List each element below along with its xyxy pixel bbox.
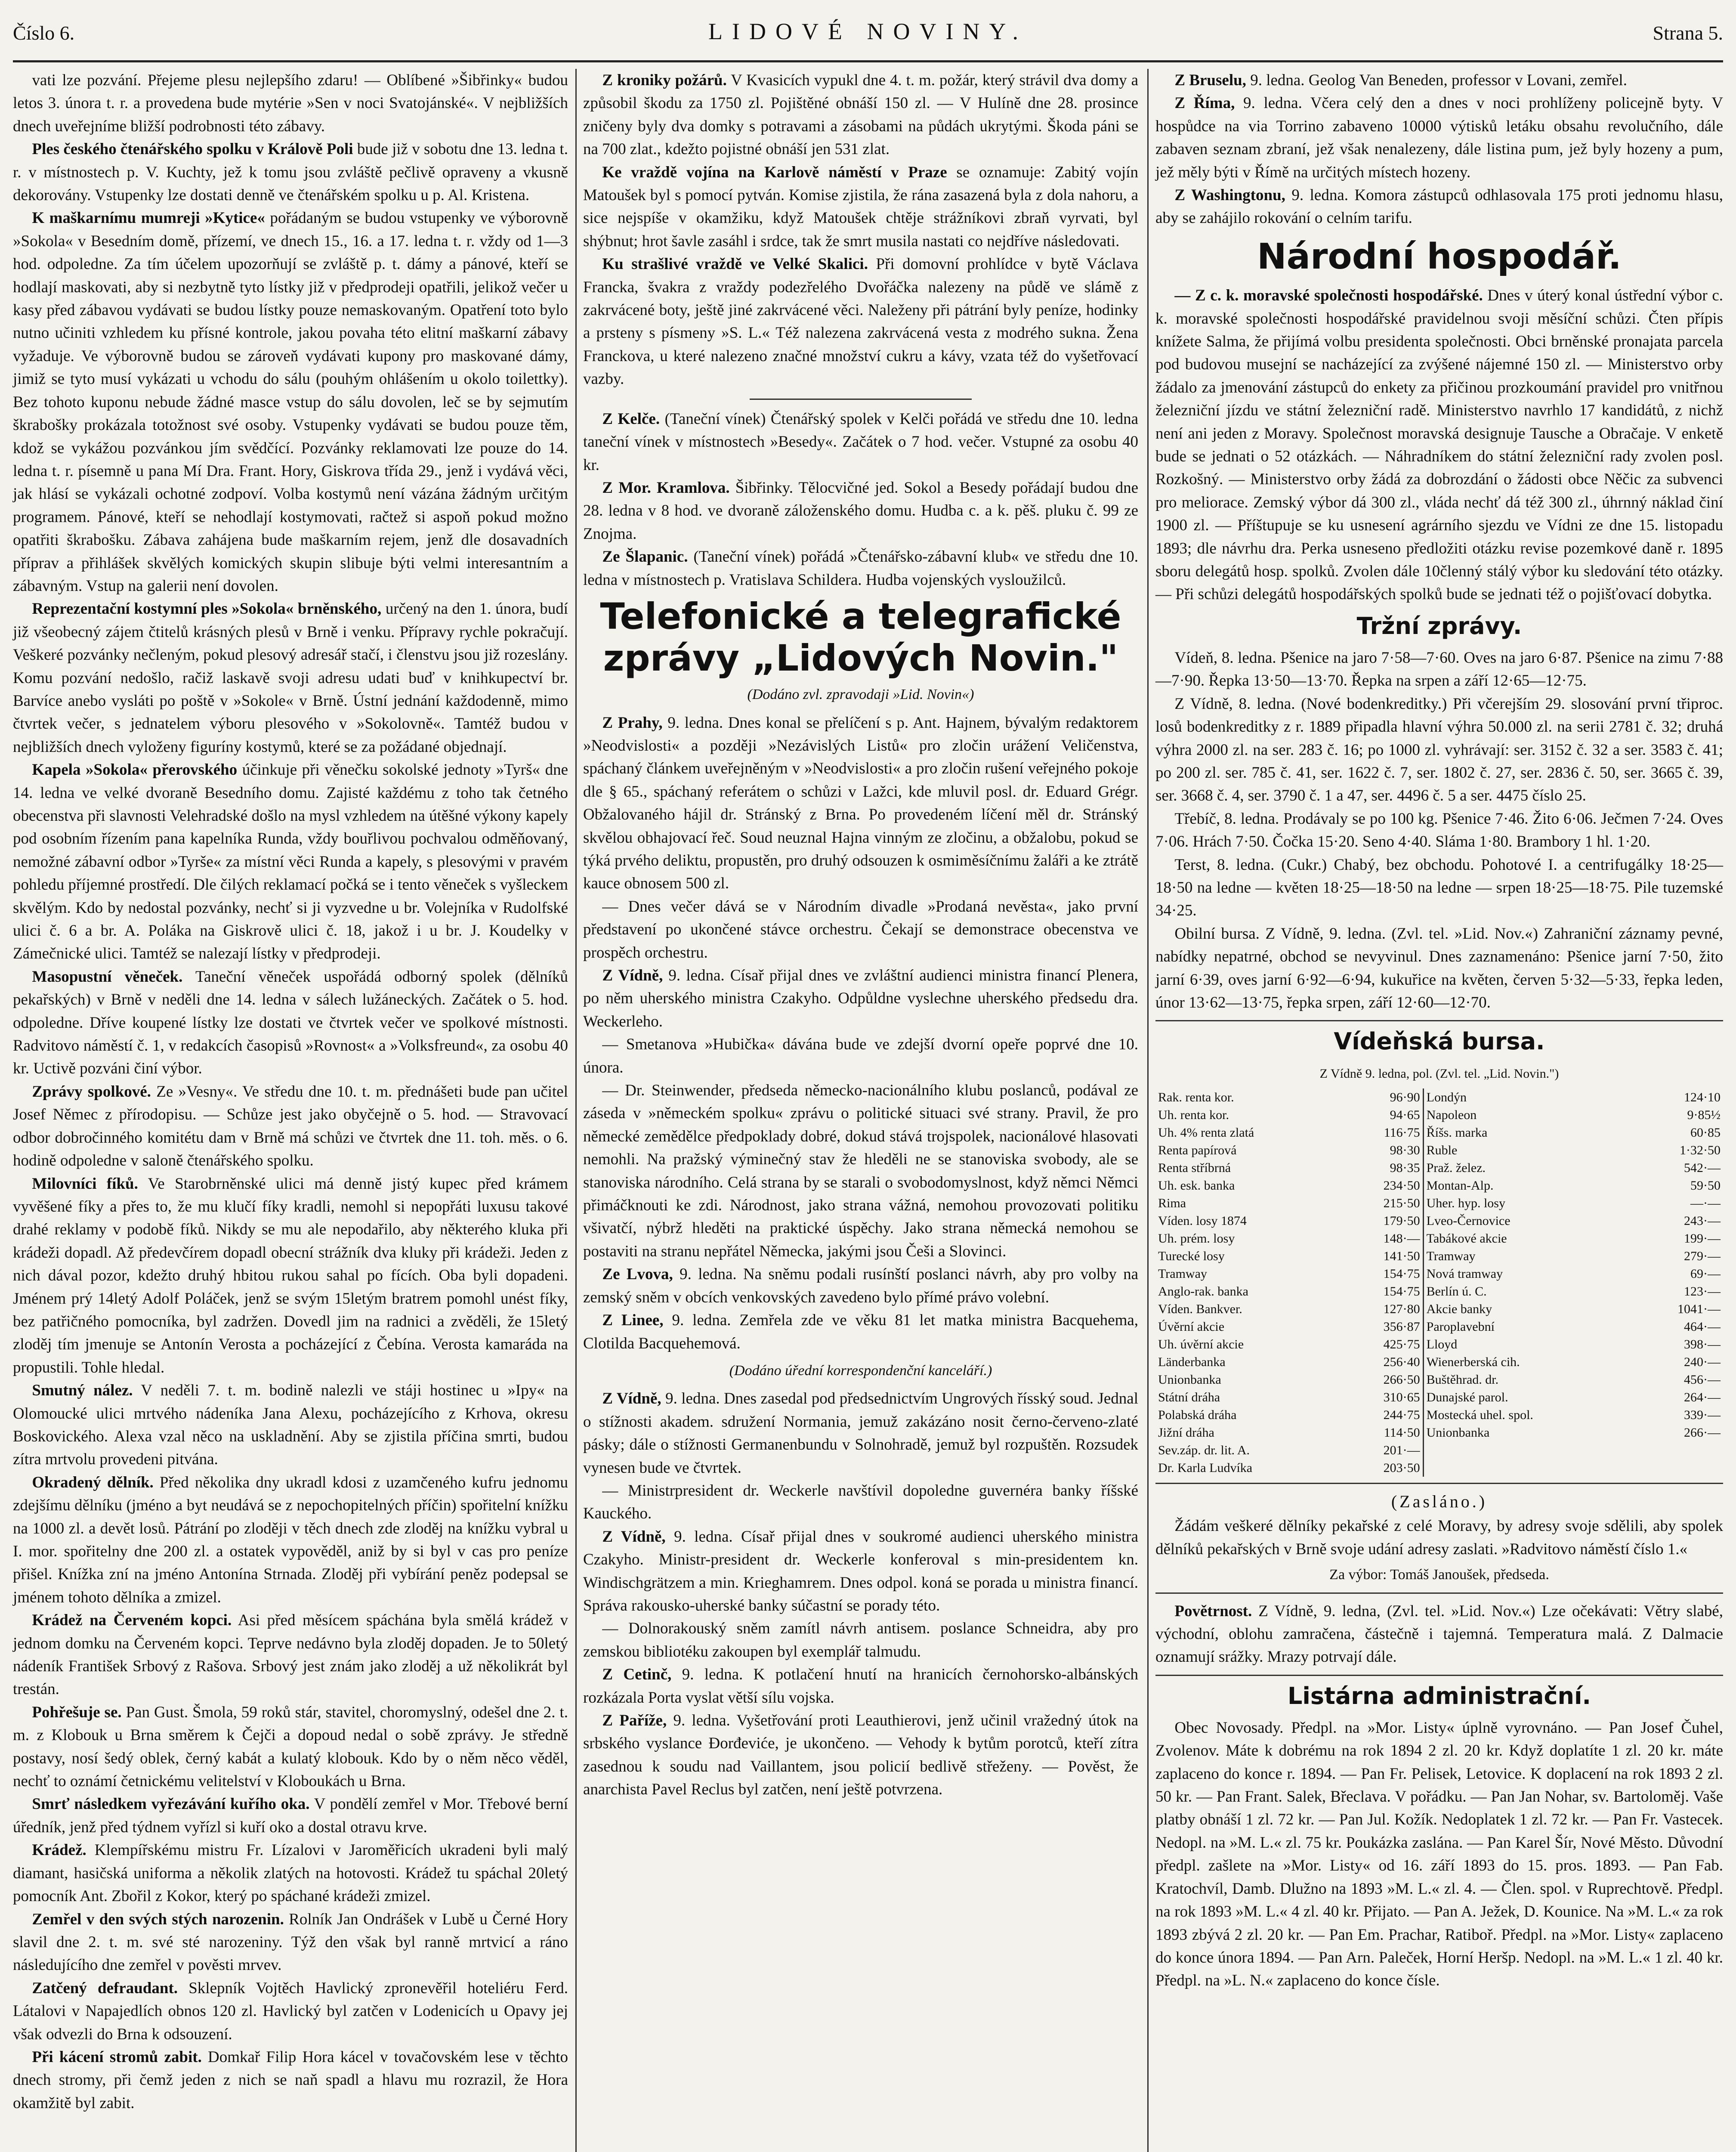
article [583,69,1138,161]
bursa-security: Mostecká uhel. spol. [1423,1406,1633,1424]
bursa-row [1155,1177,1723,1194]
issue-number: Číslo 6. [13,22,75,44]
bursa-security: Dunajské parol. [1423,1388,1633,1406]
divider [1155,1675,1723,1676]
article [583,476,1138,545]
news-item [1155,92,1723,184]
news-dateline: Z Paříže, [602,1712,667,1729]
weather-report [1155,1600,1723,1669]
market-report: Obilní bursa. Z Vídně, 9. ledna. (Zvl. tel. »Lid. Nov.«) Zahraniční záznamy pevné, nabídky nepatrné, obchod se nevyvinul. Dnes zaznamenáno: Pšenice jarní 7·50, žito jarní 6·39, oves jarní 6·92—6·94, kukuřice na květen, červen 5·32—5·33, řepka leden, únor 13·62—13·75, řepka srpen, září 12·60—12·70. [1155,924,1723,1012]
news-item: — Ministrpresident dr. Weckerle navštívil dopoledne guvernéra banky říšské Kauckého. [583,1481,1138,1523]
bursa-value: —·— [1690,1196,1721,1210]
news-text: 9. ledna. Včera celý den a dnes v noci prohlíženy policejně byty. V hospůdce na via Torrino zabaveno 10000 výtisků letáku obsahu revolučního, dále zabaven seznam zbraní, jež však nenalezeny, dále listina pum, jež byly hozeny a pum, jež měly býti v Římě na určitých místech hozeny. [1155,94,1723,181]
bursa-value: 398·— [1684,1337,1721,1351]
masthead: LIDOVÉ NOVINY. [708,19,1028,44]
article [13,758,568,965]
zaslano-text: Žádám veškeré dělníky pekařské z celé Moravy, by adresy svoje sdělili, aby spolek dělníků pekařských v Brně svoje udání adresy zaslati. »Radvitovo náměstí číslo 1.« [1155,1517,1723,1558]
bursa-security: Dr. Karla Ludvíka [1158,1460,1253,1475]
bursa-value: 425·75 [1383,1337,1420,1351]
bursa-security: Sev.záp. dr. lit. A. [1158,1443,1250,1457]
news-dateline: Z Vídně, [602,967,663,984]
section-title-bursa: Vídeňská bursa. [1334,1028,1545,1055]
news-dateline: Z Linee, [602,1311,664,1330]
bursa-row [1155,1265,1723,1283]
bursa-value [1633,1441,1723,1459]
article-text: V Kvasicích vypukl dne 4. t. m. požár, který strávil dva domy a způsobil škodu za 1750 zl. Pojištěné obnáší 150 zl. — V Hulíně dne 28. prosince zničeny byly dva domky s potravami a zásobami na půdách ukrytými. Škoda páni se na 700 zlat., kdežto pojistné obnáší jen 531 zlat. [583,71,1138,158]
bursa-security [1423,1441,1633,1459]
article-text: Při domovní prohlídce v bytě Václava Francka, švakra z vraždy podezřelého Dvořáčka nalezeny na půdě ve slámě z zakrvácené boty, ještě jiné zakrvácené věci. Naleženy při pátrání byly peníze, hodinky a prsteny s písmeny »S. L.« Též nalezena zakrvácená vesta z modrého sukna. Žena Franckova, u které nalezeno značné množství cukru a kávy, vzata též do vyšetřovací vazby. [583,255,1139,388]
bursa-value: 356·87 [1383,1319,1420,1334]
column-1 [13,69,568,2152]
article [13,1379,568,1471]
bursa-row [1155,1230,1723,1247]
article-headline: Reprezentační kostymní ples »Sokola« brněnského, [32,600,382,618]
bursa-row [1155,1124,1723,1141]
bursa-security: Rak. renta kor. [1158,1090,1234,1104]
article [583,545,1138,591]
bursa-security: Ruble [1423,1141,1633,1159]
bursa-value: 199·— [1684,1231,1721,1246]
divider [750,399,972,400]
article-headline: Ze Šlapanic. [602,548,688,566]
bursa-value: 266·50 [1383,1372,1420,1387]
bursa-row [1155,1424,1723,1441]
bursa-security: Nová tramway [1423,1265,1633,1283]
bursa-row [1155,1088,1723,1106]
article-text: pořádaným se budou vstupenky ve výborovně »Sokola« v Besedním domě, přízemí, ve dnech 15., 16. a 17. ledna t. r. vždy od 1—3 hod. odpoledne. Za tím účelem upozorňují se zvláště p. t. dámy a pánové, kteří se hodlají maskovati, aby si nezbytně tyto lístky již v předprodeji opatřili, jelikož večer u kasy před zábavou vydávati se budou lístky pouze nemaskovaným. Opatření toto bylo nutno učiniti vzhledem ku přísné kontrole, jakou povaha této elitní maškarní zábavy vyžaduje. Ve výborovně budou se zároveň vydávati kupony pro maskované dámy, jimiž se tyto musí vykázati u vchodu do sálu (pouhým ohlášením u okolo toilettky). Bez tohoto kuponu nebude žádné masce vstup do sálu dovolen, leč se by sejmutím škrabošky prokázala totožnost své osoby. Vstupenky vydávati se budou pouze těm, kdož se vykážou pozvánkou jím svědčící. Pozvánky reklamovati lze pouze do 14. ledna t. r. písemně u pana Mí Dra. Frant. Hory, Giskrova třída 29., jenž i vydává věci, jak hlásí se vykázali ochotné zodpoví. Volba kostymů není vázána žádným určitým programem. Pánové, kteří se nehodlají kostymovati, račtež si aspoň pokud možno opatřiti škrabošku. Zábava zahájena bude maškarním rejem, jenž dle dosavadních příprav a přihlášek skvělých komických skupin slibuje býti velmi interesantním a zábavným. Vstup na galerii není dovolen. [13,209,568,595]
article-headline: Z Kelče. [602,410,660,428]
news-text: 9. ledna. Na sněmu podali rusínští poslanci návrh, aby pro volby na zemský sněm v obcích venkovských zavedeno bylo přímé právo volební. [583,1265,1139,1306]
bursa-dateline: Z Vídně 9. ledna, pol. (Zvl. tel. „Lid. Novin.") [1319,1066,1559,1081]
news-item [583,1309,1138,1355]
bursa-row [1155,1106,1723,1124]
bursa-value: 542·— [1684,1160,1721,1175]
bursa-security: Renta stříbrná [1158,1160,1231,1175]
news-dateline: Z Cetinč, [602,1666,672,1684]
bursa-row [1155,1194,1723,1212]
article-headline: Milovníci fíků. [32,1175,138,1193]
bursa-value: 59·50 [1690,1178,1721,1193]
bursa-row [1155,1283,1723,1300]
article-headline: — Z c. k. moravské společnosti hospodářské. [1174,287,1483,305]
bursa-row [1155,1141,1723,1159]
article [13,2046,568,2115]
article-headline: Z kroniky požárů. [602,71,727,89]
article-headline: Smrť následkem vyřezávání kuřího oka. [32,1795,310,1813]
news-dateline: Z Washingtonu, [1174,186,1285,204]
news-item: — Smetanova »Hubička« dávána bude ve zdejší dvorní opeře poprvé dne 10. února. [583,1036,1138,1076]
news-dateline: Z Bruselu, [1174,71,1246,89]
bursa-security: Uh. prém. losy [1158,1231,1235,1246]
bursa-value: 94·65 [1390,1107,1420,1122]
bursa-security: Lloyd [1423,1336,1633,1353]
article [13,1793,568,1839]
news-dateline: Z Prahy, [602,714,663,732]
article-text: Před několika dny ukradl kdosi z uzamčeného kufru jednomu zdejšímu dělníku (jméno a byt neudává se z nepochopitelných příčin) spořitelní knížku na 1000 zl. a devět losů. Pátrání po zloději v těch dnech zde zloděj na knížku vybral u I. mor. spořitelny dne 200 zl. a ostatek vypověděl, aniž by si byl v cas pro peníze přišel. Knížka zní na jméno Antonína Strnada. Zloděj při vybírání peněz podepsal se jménem tohoto dělníka a zmizel. [13,1473,568,1606]
article [13,1908,568,1977]
zaslano-signature: Za výbor: Tomáš Janoušek, předseda. [1329,1567,1549,1583]
news-item [583,1709,1138,1801]
article [13,1080,568,1172]
article-text: Rolník Jan Ondrášek v Lubě u Černé Hory slavil dne 2. t. m. své sté narozeniny. Týž den však byl ranně mrtvicí a ráno následujícího dne zemřel v pověsti mrvev. [13,1910,568,1974]
bursa-security: Uh. esk. banka [1158,1178,1235,1193]
article [583,161,1138,253]
article-text: určený na den 1. února, budí již všeobecný zájem čtitelů krásných plesů v Brně i venku. Přípravy rychle pokračují. Veškeré pozvánky nečleným, pokud plesový adresář stačí, i členstvu jsou již rozeslány. Komu pozvání nedošlo, račiž laskavě svoji adresu udati buď v knihkupectví br. Barvíce anebo vysláti po poště v »Sokole« v Brně. Ústní jednání každodenně, mimo čtvrtek večer, s jednatelem výboru plesového v »Sokolovně«. Tamtéž budou v nejbližších dnech vyloženy figuríny kostymů, které se za požádané objednají. [13,600,568,756]
bursa-row [1155,1300,1723,1318]
bursa-value: 339·— [1684,1407,1721,1422]
bursa-row [1155,1318,1723,1336]
article [13,1839,568,1908]
article-headline: Zatčený defraudant. [32,1979,178,1997]
bursa-value: 243·— [1684,1213,1721,1228]
article [13,1471,568,1609]
bursa-value: 98·30 [1390,1143,1420,1157]
news-text: 9. ledna. Císař přijal dnes v soukromé audienci uherského ministra Czakyho. Ministr-president dr. Weckerle konferoval s min-presidentem kn. Windischgrätzem a min. Krieghamrem. Dnes odpol. koná se porada u ministra financí. Správa rakousko-uherské banky súčastní se porady této. [583,1527,1139,1614]
article [13,1609,568,1701]
bursa-security: Víden. Bankver. [1158,1302,1242,1316]
bursa-security: Tramway [1158,1266,1207,1281]
weather-headline: Povětrnost. [1174,1602,1252,1620]
bursa-security: Uh. renta kor. [1158,1107,1229,1122]
article [583,253,1138,390]
bursa-value: 124·10 [1684,1090,1721,1104]
article-text: Ze »Vesny«. Ve středu dne 10. t. m. přednášeti bude pan učitel Josef Němec z přírodopisu. — Schůze jest jako obyčejně o 5. hod. — Stravovací odbor dobročinného komitétu dam v Brně má schůzi ve čtvrtek dne 11. toh. měs. o 6. hodině odpoledne v saloně čtenářského spolku. [13,1082,568,1170]
bursa-value: 201·— [1383,1443,1420,1457]
bursa-value: 310·65 [1383,1390,1420,1404]
article-text: Sklepník Vojtěch Havlický zpronevěřil hoteliéru Ferd. Látalovi v Napajedlích obnos 120 zl. Havlický byl zatčen v Lodenicích u Opavy jej však odvezli do Brna k odsouzení. [13,1979,568,2043]
divider [1155,1483,1723,1484]
article-headline: Zemřel v den svých stých narozenin. [32,1910,284,1928]
weather-text: Z Vídně, 9. ledna, (Zvl. tel. »Lid. Nov.«) Lze očekávati: Větry slabé, východní, oblohu zamračena, částečně i tajemná. Temperatura malá. Z Dalmacie oznamují srážky. Mrazy potrvají dále. [1155,1602,1724,1666]
bursa-security: Länderbanka [1158,1354,1226,1369]
page-header [13,9,1723,56]
bursa-security: Unionbanka [1158,1372,1221,1387]
bursa-security: Akcie banky [1423,1300,1633,1318]
market-report: Třebíč, 8. ledna. Prodávaly se po 100 kg. Pšenice 7·46. Žito 6·06. Ječmen 7·24. Oves 7·06. Hrách 7·50. Čočka 15·20. Seno 4·40. Sláma 1·80. Brambory 1 hl. 1·20. [1155,810,1723,851]
bursa-security: Turecké losy [1158,1249,1225,1263]
bursa-row [1155,1406,1723,1424]
divider [1155,1592,1723,1594]
news-dateline: Z Vídně, [602,1390,661,1408]
bursa-security: Wienerberská cih. [1423,1353,1633,1371]
bursa-row [1155,1353,1723,1371]
bursa-row [1155,1159,1723,1177]
column-2 [583,69,1138,2152]
news-text: 9. ledna. Geolog Van Beneden, professor v Lovani, zemřel. [1250,71,1627,89]
article-text: účinkuje při věnečku sokolské jednoty »Tyrš« dne 14. ledna ve velké dvoraně Besedního domu. Zajisté každému z toho tak četného obecenstva při slavnosti Velehradské došlo na mysl vzhledem na útěšné výkony kapely pod osobním řízením pana kapelníka Runda, vždy bouřlivou pochvalou odměňovaný, nemožné zábavní odbor »Tyrše« za místní věci Runda a kapely, s plesovými v pravém pohledu příjemné prostředí. Dle čilých reklamací počká se i tento věneček s vyšleckem skvělým. Kdo by nedostal pozvánky, nechť si ji vyzvedne u br. Volejníka v Rudolfské ulici č. 6 a br. A. Poláka na Giskrově ulici č. 18, jakož i u br. J. Koudelky v Zámečnické ulici. Tamtéž se nalezají lístky v předprodeji. [13,761,568,963]
article-headline: Ku strašlivé vraždě ve Velké Skalici. [602,255,868,273]
bursa-security: Lveo-Černovice [1423,1212,1633,1230]
article-headline: Při kácení stromů zabit. [32,2048,202,2066]
zaslano-title: (Zasláno.) [1391,1491,1488,1511]
bursa-row [1155,1441,1723,1459]
bursa-value [1633,1459,1723,1477]
bursa-security: Úvěrní akcie [1158,1319,1225,1334]
article-headline: Masopustní věneček. [32,968,183,986]
article [13,597,568,758]
header-rule [13,60,1723,62]
article-text: Šibřinky. Tělocvičné jed. Sokol a Besedy pořádají budou dne 28. ledna v 8 hod. ve dvoraně záloženského domu. Hudba c. a k. pěš. pluku č. 99 ze Znojma. [583,479,1138,543]
bursa-security: Montan-Alp. [1423,1177,1633,1194]
article-headline: Ples českého čtenářského spolku v Králově Poli [32,140,353,158]
article-headline: Krádež na Červeném kopci. [32,1611,232,1629]
article-text: Taneční věneček uspořádá odborný spolek (dělníků pekařských) v Brně v neděli dne 14. ledna v sálech lužáneckých. Začátek o 5. hod. odpoledne. Dříve koupené lístky lze dostati ve čtvrtek večer ve spolkové místnosti. Radvitovo náměstí č. 1, v redakcích časopisů »Rovnost« a »Volksfreund«, za osobu 40 kr. Uctivě pozváni činí výbor. [13,968,568,1078]
column-divider-1 [575,69,577,2152]
bursa-row [1155,1371,1723,1388]
bursa-security: Tramway [1423,1247,1633,1265]
bursa-security: Renta papírová [1158,1143,1237,1157]
article-headline: Krádež. [32,1841,86,1859]
bursa-security: Rima [1158,1196,1186,1210]
bursa-table [1155,1088,1723,1477]
market-report: Terst, 8. ledna. (Cukr.) Chabý, bez obchodu. Pohotové I. a centrifugálky 18·25—18·50 na ledne — květen 18·25—18·50 na ledne — srpen 18·25—18·75. Pile tuzemské 34·25. [1155,856,1723,920]
bursa-security: Státní dráha [1158,1390,1220,1404]
bursa-value: 1041·— [1677,1302,1721,1316]
article-text: Asi před měsícem spáchána byla smělá krádež v jednom domku na Červeném kopci. Teprve nedávno byla zloděj dopaden. Je to 50letý nádeník František Srbový z Rašova. Srbový jest znám jako zloděj a už několikrát byl trestán. [13,1611,568,1698]
bursa-value: 256·40 [1383,1354,1420,1369]
bursa-value: 1·32·50 [1680,1143,1721,1157]
bursa-value: 69·— [1690,1266,1721,1281]
bursa-security: Uh. úvěrní akcie [1158,1337,1244,1351]
news-dateline: Ze Lvova, [602,1265,673,1283]
bursa-value: 456·— [1684,1372,1721,1387]
news-item [583,1387,1138,1479]
article-text: V neděli 7. t. m. bodině nalezli ve stáji hostinec u »Ipy« na Olomoucké ulici mrtvého nádeníka Jana Alexu, pocházejícího z Krhova, okresu Boskovického. Alexa vzal něco na uskladnění. Aby se zjistila příčina smrti, budou zítra mrtvolu provedeni pitvána. [13,1382,568,1469]
bursa-security: Říšs. marka [1423,1124,1633,1141]
article-text: Klempířskému mistru Fr. Lízalovi v Jaroměřicích ukradeni byli malý diamant, hasičská uniforma a několik zlatých na hotovosti. Krádež tu spáchal 20letý pomocník Ant. Zbořil z Kokor, který po spáchané krádeži zmizel. [13,1841,568,1905]
article-text: V pondělí zemřel v Mor. Třebové berní úředník, jenž před týdnem vyřízl si kuří oko a dostal otravu krve. [13,1795,568,1836]
article-text: Ve Starobrněnské ulici má denně jistý kupec před krámem vyvěšené fíky a přes to, že mu klučí fíky kradli, nemohl si nepopřáti luxusu takové drahé reklamy v podobě fíků. Nikdy se mu ale nepodařilo, aby některého kluka při krádeži dopadl. Až předevčírem dopadl obecní strážník dva kluky při krádeži. Jeden z nich dával pozor, kdežto druhý hbitou rukou sahal po fících. Oba byli dopadeni. Jménem prý 14letý Adolf Poláček, jenž se svým 15letým bratrem pomohl unést fíky, bez patřičného pomocníka, byl zadržen. Dovedl jim na radnici a zvěděli, že 15letý zloděj tím jmenuje se Antonín Verosta a pocházející z Čebína. Verosta kamaráda na propustili. Tohle hledal. [13,1175,568,1376]
news-text: 9. ledna. Komora zástupců odhlasovala 175 proti jednomu hlasu, aby se zahájilo rokování o celním tarifu. [1155,186,1723,227]
bursa-value: 279·— [1684,1249,1721,1263]
article-text: (Taneční vínek) Čtenářský spolek v Kelči pořádá ve středu dne 10. ledna taneční vínek v místnostech »Besedy«. Začátek o 7 hod. večer. Vstupné za osobu 40 kr. [583,410,1138,474]
news-item [583,711,1138,895]
section-title-market: Tržní zprávy. [1356,612,1522,640]
news-text: 9. ledna. Dnes zasedal pod předsednictvím Ungrových řísský soud. Jednal o stížnosti akadem. sdružení Normania, jemuž zakázáno nosit černo-červeno-zlaté pásky; dále o stížnosti Germanenbundu v Solnohradě, jemuž byl rozpuštěn. Rozsudek vynesen bude ve čtvrtek. [583,1390,1138,1477]
article-headline: Z Mor. Kramlova. [602,479,730,497]
article [583,408,1138,476]
page-number: Strana 5. [1653,22,1723,44]
bursa-security: Tabákové akcie [1423,1230,1633,1247]
article-headline: Kapela »Sokola« přerovského [32,761,238,779]
market-report: Z Vídně, 8. ledna. (Nové bodenkreditky.) Při včerejším 29. slosování první třiproc. losů bodenkreditky z r. 1889 připadla hlavní výhra 50.000 zl. na serii 2781 č. 32; druhá výhra 2000 zl. na ser. 283 č. 16; po 1000 zl. vyhrávají: ser. 3152 č. 32 a ser. 3583 č. 41; po 200 zl. ser. 785 č. 41, ser. 1622 č. 7, ser. 1802 č. 27, ser. 2836 č. 50, ser. 3665 č. 39, ser. 3668 č. 4, ser. 3790 č. 1 a 47, ser. 4496 č. 5 a ser. 4475 číslo 25. [1155,695,1723,805]
article-text: (Taneční vínek) pořádá »Čtenářsko-zábavní klub« ve středu dne 10. ledna v místnostech p. Vratislava Schildera. Hudba vojenských vysloužilců. [583,548,1138,589]
news-dateline: Z Vídně, [602,1527,666,1546]
bursa-value: 127·80 [1383,1302,1420,1316]
article-headline: Smutný nález. [32,1382,133,1400]
news-item [1155,69,1723,92]
news-text: 9. ledna. K potlačení hnutí na hranicích černohorsko-albánských rozkázala Porta vyslat větší sílu vojska. [583,1666,1138,1707]
bursa-security [1423,1459,1633,1477]
section-title-economy: Národní hospodář. [1257,236,1622,277]
article-text: Domkař Filip Hora kácel v tovačovském lese v těchto dnech stromy, při čemž jeden z nich se naň spadl a hlavu mu rozrazil, že Hora okamžitě byl zabit. [13,2048,568,2112]
bursa-value: 98·35 [1390,1160,1420,1175]
article [13,1172,568,1379]
news-item [583,964,1138,1033]
news-text: 9. ledna. Císař přijal dnes ve zvláštní audienci ministra financí Plenera, po něm uherského ministra Czakyho. Odpůldne vyslechne uherského předsedu dra. Weckerleho. [583,967,1138,1030]
bursa-security: Polabská dráha [1158,1407,1237,1422]
section-title-admin: Listárna administrační. [1288,1682,1591,1710]
section-note: (Dodáno zvl. zpravodaji »Lid. Novin«) [747,686,974,703]
bursa-security: Unionbanka [1423,1424,1633,1441]
bursa-value: 116·75 [1384,1125,1420,1140]
news-item: — Dolnorakouský sněm zamítl návrh antisem. poslance Schneidra, aby pro zemskou bibliotéku zakoupen byl exemplář talmudu. [583,1620,1138,1660]
bursa-security: Uh. 4% renta zlatá [1158,1125,1254,1140]
bursa-value: 215·50 [1383,1196,1420,1210]
news-dateline: Z Říma, [1174,94,1235,112]
news-item [583,1663,1138,1709]
bursa-security: Paroplavební [1423,1318,1633,1336]
bursa-security: Londýn [1423,1088,1633,1106]
bursa-security: Napoleon [1423,1106,1633,1124]
article-text: Dnes v úterý konal ústřední výbor c. k. moravské společnosti hospodářské pravidelnou svoji měsíční schůzi. Čten přípis knížete Salma, že přijímá volbu presidenta společnosti. Obci brněnské pronajata parcela pod budovou musejní se nacházející za zvýšené nájemné 150 zl. — Ministerstvo orby žádalo za jmenování zástupců do enkety za přičinou prozkoumání pravidel pro vnitřnou železniční jízdu ve státní železniční radě. Ministerstvo navrhlo 17 kandidátů, z nichž není ani jeden z Moravy. Společnost moravská designuje Tausche a Obračaje. V enketě bude se jednati o 52 otázkách. — Náhradníkem do státní železniční rady zvolen posl. Rozkošný. — Ministerstvo orby žádá za dobrozdání o žádosti obce Něčic za subvenci pro meliorace. Zemský výbor dá 300 zl., vláda nechť dá též 300 zl., úhrnný náklad činí 1900 zl. — Příštupuje se ku usnesení agrárního sjezdu ve Vídni ze dne 15. listopadu 1893; dle návrhu dra. Perka usneseno předložiti otázku revise pozemkové daně r. 1895 sboru delegátů hosp. spolků. Zvolen dále 10členný stálý výbor ku sledování této otázky. — Při schůzi delegátů hospodářských spolků bude se jednati též o pojišťovací dobytka. [1155,287,1724,603]
news-item [583,1525,1138,1617]
column-3 [1155,69,1723,2152]
bursa-value: 141·50 [1383,1249,1420,1263]
bursa-value: 154·75 [1383,1266,1420,1281]
article-text: Pan Gust. Šmola, 59 roků stár, stavitel, choromyslný, odešel dne 2. t. m. z Klobouk u Brna směrem k Čejči a dopoud nedal o sobě zprávy. Je středně postavy, nosí šedý oblek, černý kabát a kulatý klobouk. Kdo by o něm něco věděl, nechť to oznámí četnickému velitelství v Kloboukách u Brna. [13,1703,568,1790]
bursa-security: Anglo-rak. banka [1158,1284,1248,1299]
news-text: 9. ledna. Zemřela zde ve věku 81 let matka ministra Bacquehema, Clotilda Bacquehemová. [583,1311,1139,1352]
article-headline: Okradený dělník. [32,1473,154,1491]
article [13,1977,568,2046]
bursa-value: 96·90 [1390,1090,1420,1104]
article [13,965,568,1080]
bursa-value: 240·— [1684,1354,1721,1369]
bursa-value: 179·50 [1383,1213,1420,1228]
bursa-value: 266·— [1684,1425,1721,1440]
bursa-security: Berlín ú. C. [1423,1283,1633,1300]
article [13,207,568,597]
article-text: bude již v sobotu dne 13. ledna t. r. v místnostech p. V. Kuchty, jež k tomu jsou zvláště pečlivě opraveny a vkusně dekorovány. Vstupenky lze dostati denně ve čtenářském spolku u p. Al. Kristena. [13,140,568,204]
section-note: (Dodáno úřední korrespondenční kanceláří.) [729,1362,992,1379]
market-report: Vídeň, 8. ledna. Pšenice na jaro 7·58—7·60. Oves na jaro 6·87. Pšenice na zimu 7·88—7·90. Řepka 13·50—13·70. Řepka na srpen a září 12·65—12·75. [1155,649,1723,690]
bursa-value: 244·75 [1383,1407,1420,1422]
bursa-value: 114·50 [1384,1425,1420,1440]
bursa-value: 154·75 [1383,1284,1420,1299]
bursa-security: Buštěhrad. dr. [1423,1371,1633,1388]
article-text: se oznamuje: Zabitý vojín Matoušek byl s pomocí pytván. Komise zjistila, že rána zasazená byla z dola nahoru, a sice nejspíše v okamžiku, když Matoušek chtěje strážníkovi zbraň vyrvati, byl shýbnut; hrot šavle zasáhl i srdce, tak že smrt musila nastati co nejdříve následovati. [583,163,1138,250]
bursa-security: Jižní dráha [1158,1425,1214,1440]
bursa-security: Víden. losy 1874 [1158,1213,1247,1228]
bursa-row [1155,1388,1723,1406]
bursa-row [1155,1247,1723,1265]
article [1155,284,1723,606]
bursa-value: 9·85½ [1687,1107,1721,1122]
news-item: — Dnes večer dává se v Národním divadle »Prodaná nevěsta«, jako první představení po ukončené stávce orchestru. Čekají se demonstrace obecenstva ve prospěch orchestru. [583,897,1138,962]
news-item [583,1263,1138,1309]
news-item: — Dr. Steinwender, předseda německo-nacionálního klubu poslanců, podával ze záseda v »německém spolku« zprávu o politické situaci své strany. Pravil, že pro německé zemědělce předpoklady dobré, dokud stává trojspolek, nacionálové hlasovati nemohli. Na pražský výminečný stav že hleděli ne se stanoviska svobody, ale se stanoviska národního. Celá strana by se starali o svobodomyslnost, když němci Němci přimáčknouti ke zdi. Národnost, jako strana vážná, nemohou provozovati politiku všivatčí, nýbrž hleděti na praktické úspěchy. Jako strana německá nemohou se postaviti na stranu nepřátel Německa, jakými jsou Češi a Slovinci. [583,1082,1138,1260]
news-text: 9. ledna. Dnes konal se přelíčení s p. Ant. Hajnem, bývalým redaktorem »Neodvislosti« a později »Nezávislých Listů« pro zločin urážení Veličenstva, spáchaný článkem uveřejněným v »Neodvislosti« a pro zločin rušení veřejného pokoje dle § 65., spáchaný referátem o schůzi v Lažci, kde mluvil posl. dr. Eduard Grégr. Obžalovaného hájil dr. Stránský z Brna. Po provedeném líčení měl dr. Stránský skvělou obhajovací řeč. Soud neuznal Hajna vinným ze zločinu, a obžalobu, pokud se týká prvého deliktu, propustěn, pro druhý odsouzen k osmiměsíčnímu žaláři a ke ztrátě kauce obnosem 500 zl. [583,714,1138,893]
article [13,1701,568,1793]
article-headline: Ke vraždě vojína na Karlově náměstí v Praze [602,163,947,181]
article-headline: Zprávy spolkové. [32,1082,151,1101]
bursa-value: 234·50 [1383,1178,1420,1193]
admin-notices: Obec Novosady. Předpl. na »Mor. Listy« úplně vyrovnáno. — Pan Josef Čuhel, Zvolenov. Máte k dobrému na rok 1894 2 zl. 20 kr. Když doplatíte 1 zl. 20 kr. máte zaplaceno do konce r. 1894. — Pan Fr. Pelisek, Letovice. K doplacení na rok 1893 2 zl. 50 kr. — Pan Frant. Salek, Břeclava. V pořádku. — Pan Jan Nohar, sv. Bartoloměj. Vaše platby obnáší 1 zl. 72 kr. — Pan Jul. Kožík. Nedoplatek 1 zl. 72 kr. — Pan Fr. Vastecek. Nedopl. na »M. L.« zl. 75 kr. Poukázka zaslána. — Pan Karel Šír, Nové Město. Důvodní předpl. zašlete na »Mor. Listy« od 16. září 1893 do 15. pros. 1893. — Pan Fab. Kratochvíl, Damb. Dlužno na 1893 »M. L.« zl. 4. — Člen. spol. v Ruprechtově. Předpl. na rok 1893 »M. L.« 4 zl. 40 kr. Přijato. — Pan A. Ježek, D. Kounice. Na »M. L.« za rok 1893 zbývá 2 zl. 20 kr. — Pan Em. Prachar, Ratiboř. Předpl. na »Mor. Listy« zaplaceno do konce února 1894. — Pan Arn. Paleček, Horní Heršp. Nedopl. na »M. L.« 1 zl. 40 kr. Předpl. na »L. N.« zaplaceno do konce čísle. [1155,1719,1723,1990]
bursa-value: 148·— [1383,1231,1420,1246]
divider [1155,1020,1723,1021]
bursa-row [1155,1336,1723,1353]
news-item [1155,184,1723,230]
bursa-value: 464·— [1684,1319,1721,1334]
article-headline: Pohřešuje se. [32,1703,122,1721]
bursa-security: Uher. hyp. losy [1423,1194,1633,1212]
article [13,138,568,207]
news-text: 9. ledna. Vyšetřování proti Leauthierovi, jenž učinil vražedný útok na srbského vyslance Đorđeviće, je ukončeno. — Vehody k bytům porotců, kteří zítra zasednou k soudu nad Vaillantem, jsou policií bedlivě střeženy. — Pověst, že anarchista Pavel Reclus byl zatčen, není ještě potvrzena. [583,1712,1139,1799]
bursa-value: 60·85 [1690,1125,1721,1140]
column-divider-2 [1147,69,1149,2152]
bursa-security: Praž. želez. [1423,1159,1633,1177]
article-paragraph: vati lze pozvání. Přejeme plesu nejlepšího zdaru! — Oblíbené »Šibřinky« budou letos 3. února t. r. a provedena bude mytérie »Sen v noci Svatojánské«. V nejbližších dnech uveřejníme bližší podrobnosti této zábavy. [13,71,568,135]
section-title-telegraph: Telefonické a telegrafické zprávy „Lidových Novin." [600,595,1121,679]
bursa-row [1155,1212,1723,1230]
bursa-value: 264·— [1684,1390,1721,1404]
bursa-row [1155,1459,1723,1477]
article-headline: K maškarnímu mumreji »Kytice« [32,209,265,227]
bursa-value: 203·50 [1383,1460,1420,1475]
bursa-value: 123·— [1684,1284,1721,1299]
